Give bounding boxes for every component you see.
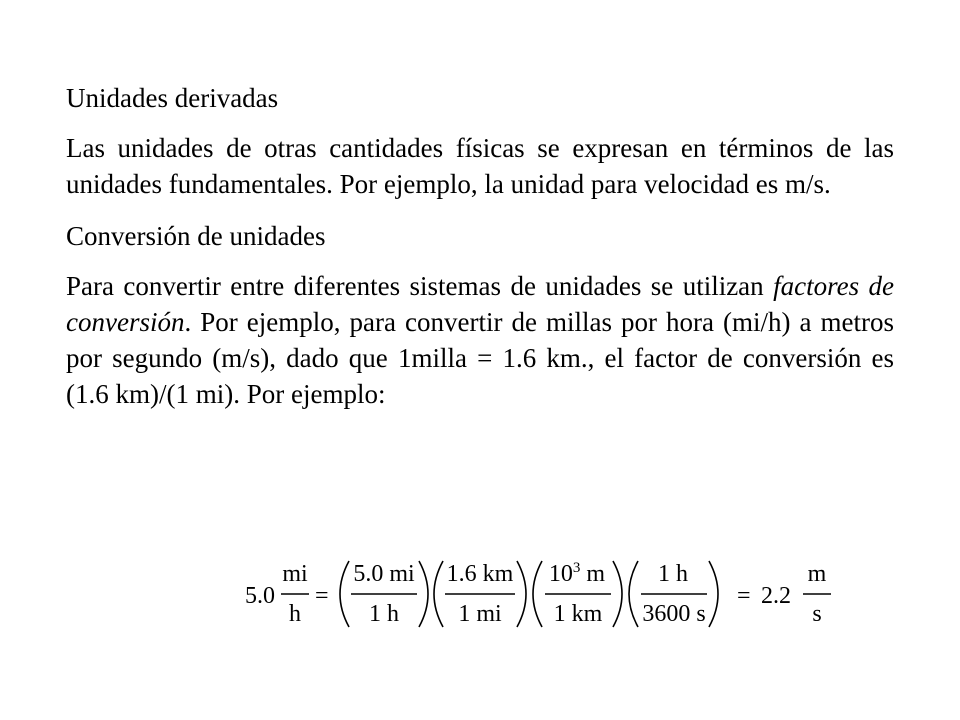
paragraph-italic-term: factores de conversión [66,271,894,337]
eq-f3-num [549,560,606,587]
eq-result-value: 2.2 [761,583,791,609]
slide-content [66,80,894,426]
eq-paren-right-4 [709,561,718,627]
eq-f1-den: 1 h [369,601,399,627]
eq-f4-den: 3600 s [642,601,706,627]
eq-f3-den: 1 km [553,601,603,627]
eq-f3-num-unit: m [580,561,606,587]
paragraph-derived-units: Las unidades de otras cantidades físicas se expresan en términos de las unidades fundamentales. Por ejemplo, la unidad para velocidad es m/s. [66,133,894,199]
eq-f2-num: 1.6 km [446,561,514,587]
eq-equals-2: = [737,583,751,609]
paragraph-text-2: . Por ejemplo, para convertir de millas por hora (mi/h) a metros por segundo (m/s), dado que 1milla = 1.6 km., el factor de conversión es (1.6 km)/(1 mi). Por ejemplo: [66,307,894,409]
eq-lead-value: 5.0 [245,583,275,609]
eq-f2-den: 1 mi [458,601,502,627]
heading-derived-units: Unidades derivadas [66,83,279,113]
eq-paren-right-3 [613,561,622,627]
eq-f3-num-base: 10 [548,561,573,587]
conversion-equation [245,555,845,635]
heading-unit-conversion: Conversión de unidades [66,221,326,251]
eq-f3-num-exp: 3 [572,560,581,576]
eq-paren-right-1 [419,561,428,627]
eq-f4-num: 1 h [658,561,688,587]
eq-paren-right-2 [517,561,526,627]
eq-paren-left-1 [340,561,349,627]
eq-paren-left-2 [434,561,443,627]
eq-paren-left-3 [533,561,542,627]
eq-result-num: m [807,561,827,587]
eq-paren-left-4 [629,561,638,627]
eq-equals-1: = [315,583,329,609]
paragraph-unit-conversion [66,268,894,412]
paragraph-text-1: Para convertir entre diferentes sistemas de unidades se utilizan [66,271,774,301]
eq-f1-num: 5.0 mi [353,561,415,587]
eq-lead-num: mi [282,561,308,587]
eq-result-den: s [812,601,822,627]
eq-lead-den: h [289,601,301,627]
